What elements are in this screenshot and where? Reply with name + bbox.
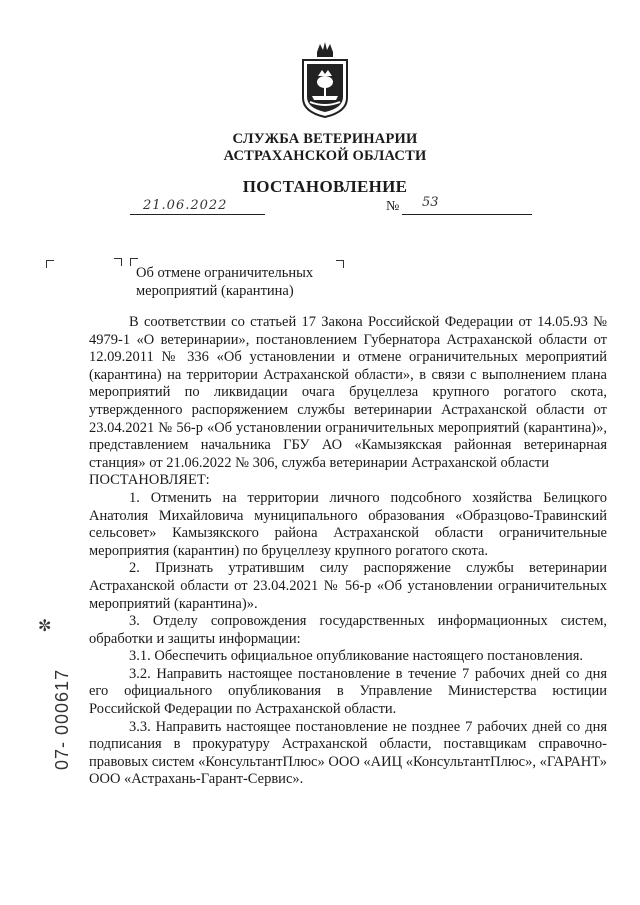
item-2: 2. Признать утратившим силу распоряжение службы ветеринарии Астраханской области от 23.04.2021 № 56-р «Об установлении ограничительных мероприятий (карантина)». [89, 560, 607, 612]
organization-name-line2: АСТРАХАНСКОЙ ОБЛАСТИ [223, 148, 427, 164]
document-date: 21.06.2022 [143, 198, 228, 213]
item-3: 3. Отделу сопровождения государственных информационных систем, обработки и защиты информации: [89, 613, 607, 647]
document-number: 53 [422, 195, 439, 210]
document-subject [136, 264, 313, 300]
corner-mark-left-inner [114, 258, 122, 266]
number-underline [402, 214, 532, 215]
organization-name-line1: СЛУЖБА ВЕТЕРИНАРИИ [232, 131, 418, 147]
number-sign: № [386, 199, 400, 214]
item-3-1: 3.1. Обеспечить официальное опубликование настоящего постановления. [129, 648, 584, 665]
registry-code: 07- 000617 [52, 668, 72, 770]
document-type-title: ПОСТАНОВЛЕНИЕ [242, 177, 408, 196]
corner-mark-left-outer [46, 260, 54, 268]
item-3-3: 3.3. Направить настоящее постановление не позднее 7 рабочих дней со дня подписания в прокуратуру Астраханской области, поставщикам справочно-правовых систем «КонсультантПлюс» ООО «АИЦ «КонсультантПлюс», «ГАРАНТ» ООО «Астрахань-Гарант-Сервис». [89, 718, 607, 788]
item-1: 1. Отменить на территории личного подсобного хозяйства Белицкого Анатолия Михайловича муниципального образования «Образцово-Травинский сельсовет» Камызякского района Астраханской области ограничительные мероприятия (карантин) по бруцеллезу крупного рогатого скота. [89, 489, 607, 559]
date-underline [130, 214, 265, 215]
corner-mark-subject-right [336, 260, 344, 268]
item-3-2: 3.2. Направить настоящее постановление в течение 7 рабочих дней со дня его официального опубликования в Управление Министерства юстиции Российской Федерации по Астраханской области. [89, 665, 607, 718]
document-body [89, 314, 607, 789]
subject-line1: Об отмене ограничительных [136, 265, 314, 281]
preamble-paragraph: В соответствии со статьей 17 Закона Российской Федерации от 14.05.93 № 4979-1 «О ветеринарии», постановлением Губернатора Астраханской области от 12.09.2011 № 336 «Об установлении и отмене ограничительных мероприятий (карантина) на территории Астраханской области», в связи с выполнением плана мероприятий по ликвидации очага бруцеллеза крупного рогатого скота, утвержденного распоряжением службы ветеринарии Астраханской области от 23.04.2021 № 56-р «Об установлении ограничительных мероприятий (карантина)», представлением начальника ГБУ АО «Камызякская районная ветеринарная станция» от 21.06.2022 № 306, служба ветеринарии Астраханской области [89, 314, 607, 471]
asterisk-mark-icon: ✼ [38, 618, 52, 635]
subject-line2: мероприятий (карантина) [136, 283, 294, 299]
resolves-heading: ПОСТАНОВЛЯЕТ: [89, 472, 210, 489]
coat-of-arms-icon [300, 42, 350, 118]
